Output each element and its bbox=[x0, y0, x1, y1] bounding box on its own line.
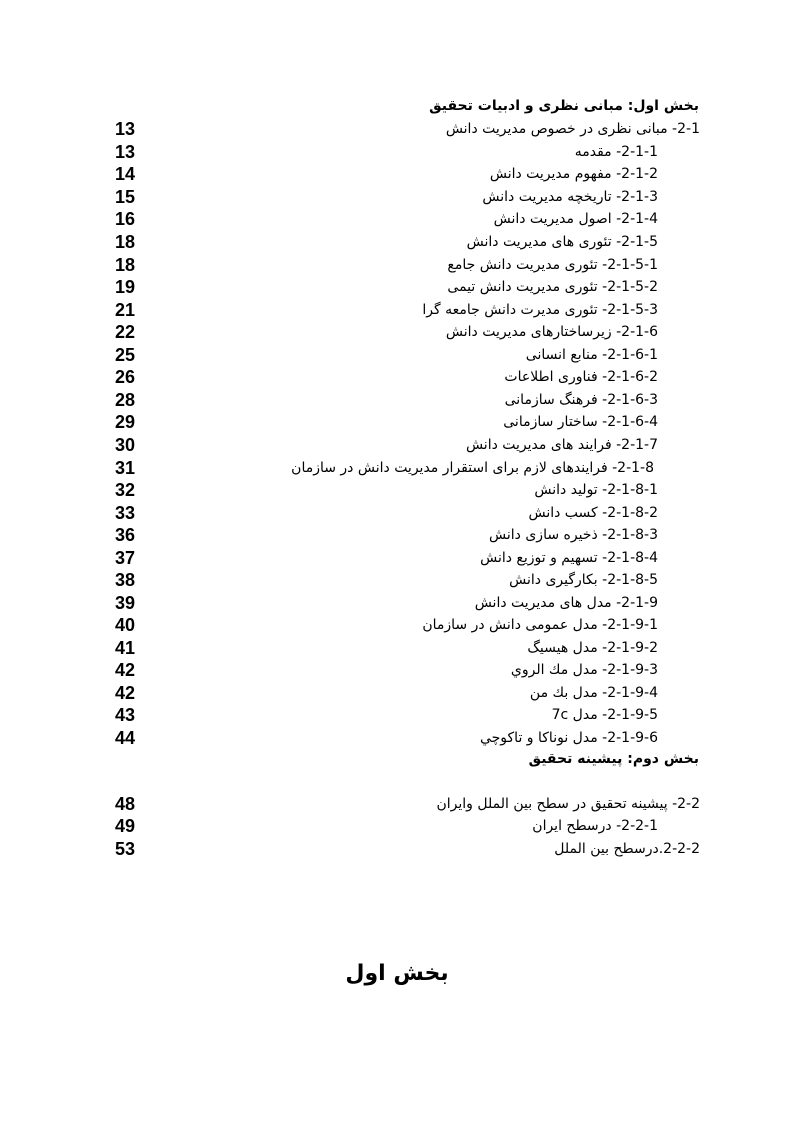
toc-entry bbox=[115, 321, 700, 343]
toc-page-number: 29 bbox=[115, 412, 136, 432]
toc-entry-title: 2-1-9-4- مدل بك من bbox=[529, 685, 658, 701]
toc-entry-title: 2-1-2- مفهوم مدیریت دانش bbox=[489, 166, 658, 182]
toc-entry-title: 2-1-5-3- تئوری مدیرت دانش جامعه گرا bbox=[422, 302, 658, 318]
toc-entry bbox=[115, 186, 700, 208]
toc-entry-title: 2-1-6- زیرساختارهای مدیریت دانش bbox=[445, 324, 658, 340]
toc-entry-title: 2-1-8-2- کسب دانش bbox=[528, 505, 658, 521]
toc-page-number: 15 bbox=[115, 187, 136, 207]
toc-entry bbox=[115, 727, 700, 749]
toc-entry bbox=[115, 479, 700, 501]
toc-entry-title: 2-1-8-1- تولید دانش bbox=[534, 482, 658, 498]
toc-entry bbox=[115, 592, 700, 614]
toc-entry bbox=[115, 547, 700, 569]
toc-page-number: 39 bbox=[115, 593, 136, 613]
toc-entry bbox=[115, 457, 700, 479]
toc-entry bbox=[115, 299, 700, 321]
toc-page-number: 37 bbox=[115, 548, 136, 568]
toc-entry bbox=[115, 704, 700, 726]
toc-entry-title: 2-1-6-4- ساختار سازمانی bbox=[503, 414, 658, 430]
toc-entry bbox=[115, 208, 700, 230]
toc-entry bbox=[115, 569, 700, 591]
toc-entry-title: 2-1-9-2- مدل هیسیگ bbox=[527, 640, 658, 656]
toc-entry bbox=[115, 524, 700, 546]
toc-entry-title: 2-1- مبانی نظری در خصوص مدیریت دانش bbox=[445, 121, 700, 137]
toc-page-number: 13 bbox=[115, 142, 136, 162]
toc-entry-title: 2-1-9-6- مدل نوناكا و تاكوچي bbox=[479, 730, 658, 746]
toc-entry-title: 2-1-8-5- بکارگیری دانش bbox=[509, 572, 658, 588]
toc-page-number: 18 bbox=[115, 255, 136, 275]
toc-entry-title: 2-1-5-1- تئوری مدیریت دانش جامع bbox=[447, 257, 658, 273]
toc-entry bbox=[115, 411, 700, 433]
toc-entry-title: 2-1-9-3- مدل مك الروي bbox=[510, 662, 658, 678]
toc-entry bbox=[115, 276, 700, 298]
toc-entry-title: 2-1-8- فرایندهای لازم برای استقرار مدیریت دانش در سازمان bbox=[291, 460, 654, 476]
toc-page-number: 41 bbox=[115, 638, 136, 658]
toc-entry-title: 2-1-9-5- مدل 7c bbox=[551, 707, 658, 723]
toc-entry-title: 2-1-7- فرایند های مدیریت دانش bbox=[465, 437, 658, 453]
part1-heading: بخش اول: مبانی نظری و ادبیات تحقیق bbox=[429, 98, 699, 114]
toc-entry-title: 2-2-1- درسطح ایران bbox=[532, 818, 658, 834]
toc-page-number: 19 bbox=[115, 277, 136, 297]
toc-entry bbox=[115, 815, 700, 837]
toc-page-number: 40 bbox=[115, 615, 136, 635]
toc-entry-title: 2-1-6-1- منابع انسانی bbox=[525, 347, 658, 363]
toc-page-number: 43 bbox=[115, 705, 136, 725]
toc-entry-title: 2-2- پیشینه تحقیق در سطح بین الملل وایران bbox=[436, 796, 700, 812]
toc-entry bbox=[115, 389, 700, 411]
toc-page-number: 28 bbox=[115, 390, 136, 410]
toc-entry bbox=[115, 502, 700, 524]
toc-entry-title: 2-1-5-2- تئوری مدیریت دانش تیمی bbox=[447, 279, 658, 295]
toc-page-number: 48 bbox=[115, 794, 136, 814]
toc-page-number: 53 bbox=[115, 839, 136, 859]
toc-entry bbox=[115, 682, 700, 704]
toc-entry bbox=[115, 434, 700, 456]
toc-entry bbox=[115, 118, 700, 140]
toc-page-number: 36 bbox=[115, 525, 136, 545]
toc-entry-title: 2-1-4- اصول مدیریت دانش bbox=[493, 211, 658, 227]
toc-entry-title: 2-2-2.درسطح بین الملل bbox=[554, 841, 700, 857]
toc-entry-title: 2-1-9- مدل های مدیریت دانش bbox=[474, 595, 658, 611]
toc-page-number: 16 bbox=[115, 209, 136, 229]
toc-entry bbox=[115, 637, 700, 659]
toc-entry-title: 2-1-8-3- ذخیره سازی دانش bbox=[489, 527, 658, 543]
toc-page-number: 42 bbox=[115, 660, 136, 680]
toc-entry bbox=[115, 163, 700, 185]
toc-page-number: 30 bbox=[115, 435, 136, 455]
toc-entry bbox=[115, 366, 700, 388]
toc-entry bbox=[115, 838, 700, 860]
toc-entry-title: 2-1-6-2- فناوری اطلاعات bbox=[504, 369, 658, 385]
part2-heading: بخش دوم: پیشینه تحقیق bbox=[528, 751, 699, 767]
toc-entry bbox=[115, 344, 700, 366]
toc-entry bbox=[115, 614, 700, 636]
toc-page-number: 42 bbox=[115, 683, 136, 703]
toc-page-number: 21 bbox=[115, 300, 136, 320]
toc-page-number: 22 bbox=[115, 322, 136, 342]
toc-page-number: 13 bbox=[115, 119, 136, 139]
toc-entry-title: 2-1-5- تئوری های مدیریت دانش bbox=[466, 234, 658, 250]
section-title: بخش اول bbox=[345, 961, 449, 986]
toc-page-number: 33 bbox=[115, 503, 136, 523]
toc-page-number: 31 bbox=[115, 458, 136, 478]
toc-page-number: 38 bbox=[115, 570, 136, 590]
toc-entry-title: 2-1-6-3- فرهنگ سازمانی bbox=[504, 392, 658, 408]
toc-entry bbox=[115, 659, 700, 681]
toc-entry bbox=[115, 231, 700, 253]
toc-entry-title: 2-1-8-4- تسهیم و توزیع دانش bbox=[480, 550, 658, 566]
toc-page-number: 26 bbox=[115, 367, 136, 387]
toc-page-number: 25 bbox=[115, 345, 136, 365]
toc-entry-title: 2-1-9-1- مدل عمومی دانش در سازمان bbox=[422, 617, 658, 633]
toc-page-number: 18 bbox=[115, 232, 136, 252]
toc-entry bbox=[115, 793, 700, 815]
toc-entry-title: 2-1-3- تاریخچه مدیریت دانش bbox=[482, 189, 658, 205]
toc-entry-title: 2-1-1- مقدمه bbox=[574, 144, 658, 160]
toc-page-number: 49 bbox=[115, 816, 136, 836]
toc-page-number: 44 bbox=[115, 728, 136, 748]
toc-page-number: 32 bbox=[115, 480, 136, 500]
toc-page-number: 14 bbox=[115, 164, 136, 184]
toc-entry bbox=[115, 141, 700, 163]
toc-entry bbox=[115, 254, 700, 276]
